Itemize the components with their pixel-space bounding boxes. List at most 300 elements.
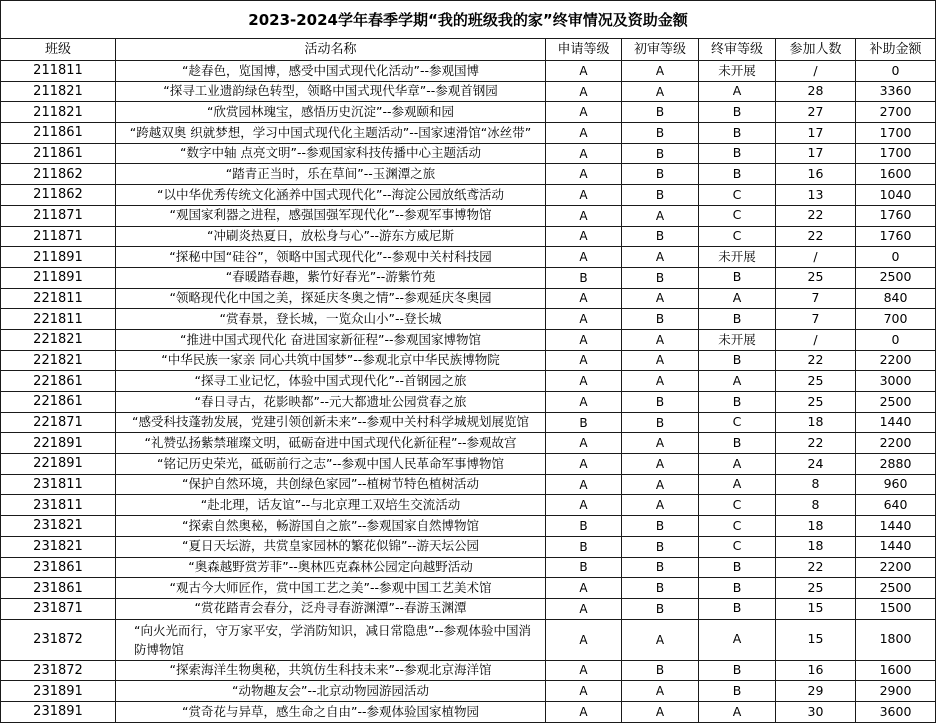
initial-grade-cell bbox=[622, 123, 699, 144]
apply-grade-cell bbox=[546, 123, 622, 144]
initial-grade-cell bbox=[622, 681, 699, 702]
subsidy-cell bbox=[856, 495, 936, 516]
participants-cell-text: 13 bbox=[807, 186, 824, 202]
table-row bbox=[1, 454, 936, 475]
participants-cell-text: 27 bbox=[807, 103, 824, 119]
class-cell-text: 231861 bbox=[33, 559, 83, 575]
class-cell bbox=[1, 413, 116, 434]
final-grade-cell bbox=[699, 681, 776, 702]
final-grade-cell bbox=[699, 144, 776, 165]
participants-cell-text: 18 bbox=[807, 538, 824, 554]
class-cell-text: 211891 bbox=[33, 270, 83, 286]
class-cell bbox=[1, 102, 116, 123]
class-cell-text: 221871 bbox=[33, 415, 83, 431]
participants-cell bbox=[776, 558, 856, 579]
table-title-text: 2023-2024学年春季学期“我的班级我的家”终审情况及资助金额 bbox=[248, 11, 688, 29]
apply-grade-cell-text: A bbox=[579, 684, 588, 699]
class-cell bbox=[1, 516, 116, 537]
apply-grade-cell bbox=[546, 206, 622, 227]
table-row bbox=[1, 289, 936, 310]
apply-grade-cell bbox=[546, 661, 622, 682]
apply-grade-cell bbox=[546, 144, 622, 165]
initial-grade-cell-text: B bbox=[655, 312, 665, 327]
activity-cell bbox=[116, 681, 546, 702]
apply-grade-cell-text: B bbox=[579, 270, 588, 285]
final-grade-cell-text: A bbox=[732, 290, 742, 306]
initial-grade-cell bbox=[622, 454, 699, 475]
participants-cell-text: / bbox=[813, 248, 818, 264]
class-cell bbox=[1, 185, 116, 206]
participants-cell-text: 28 bbox=[807, 83, 824, 99]
subsidy-cell-text: 2700 bbox=[879, 103, 912, 119]
initial-grade-cell-text: B bbox=[655, 560, 665, 575]
subsidy-cell bbox=[856, 309, 936, 330]
activity-cell-text: “探寻工业记忆，体验中国式现代化”--首钢园之旅 bbox=[194, 372, 467, 388]
apply-grade-cell-text: A bbox=[579, 663, 588, 678]
activity-cell bbox=[116, 164, 546, 185]
participants-cell bbox=[776, 268, 856, 289]
subsidy-cell bbox=[856, 661, 936, 682]
participants-cell-text: 7 bbox=[811, 310, 820, 326]
participants-cell bbox=[776, 227, 856, 248]
final-grade-cell bbox=[699, 123, 776, 144]
apply-grade-cell bbox=[546, 309, 622, 330]
activity-cell-text: “赏奇花与异草，感生命之自由”--参观体验国家植物园 bbox=[182, 703, 479, 719]
class-cell bbox=[1, 206, 116, 227]
activity-cell-text: “感受科技蓬勃发展，党建引领创新未来”--参观中关村科学城规划展览馆 bbox=[132, 414, 529, 430]
activity-cell bbox=[116, 82, 546, 103]
activity-cell bbox=[116, 661, 546, 682]
initial-grade-cell bbox=[622, 247, 699, 268]
table-row bbox=[1, 61, 936, 82]
apply-grade-cell bbox=[546, 289, 622, 310]
activity-cell-text: “数字中轴 点亮文明”--参观国家科技传播中心主题活动 bbox=[180, 145, 481, 161]
subsidy-cell bbox=[856, 330, 936, 351]
apply-grade-cell bbox=[546, 454, 622, 475]
final-grade-cell bbox=[699, 102, 776, 123]
table-row bbox=[1, 537, 936, 558]
apply-grade-cell bbox=[546, 268, 622, 289]
table-row bbox=[1, 392, 936, 413]
subsidy-cell-text: 1040 bbox=[879, 186, 912, 202]
class-cell bbox=[1, 82, 116, 103]
initial-grade-cell-text: A bbox=[655, 353, 665, 368]
apply-grade-cell bbox=[546, 371, 622, 392]
activity-cell bbox=[116, 227, 546, 248]
final-grade-cell-text: A bbox=[732, 476, 742, 492]
header-participants-text: 参加人数 bbox=[789, 42, 842, 57]
subsidy-cell bbox=[856, 82, 936, 103]
initial-grade-cell bbox=[622, 330, 699, 351]
class-cell bbox=[1, 351, 116, 372]
activity-cell bbox=[116, 433, 546, 454]
subsidy-cell bbox=[856, 268, 936, 289]
apply-grade-cell-text: A bbox=[579, 704, 588, 719]
initial-grade-cell bbox=[622, 620, 699, 661]
apply-grade-cell bbox=[546, 681, 622, 702]
header-initial-grade-text: 初审等级 bbox=[633, 42, 686, 57]
apply-grade-cell-text: A bbox=[579, 63, 588, 78]
initial-grade-cell bbox=[622, 413, 699, 434]
initial-grade-cell-text: B bbox=[655, 415, 665, 430]
subsidy-cell-text: 960 bbox=[883, 476, 908, 492]
subsidy-cell-text: 3000 bbox=[879, 372, 912, 388]
apply-grade-cell bbox=[546, 61, 622, 82]
class-cell bbox=[1, 289, 116, 310]
participants-cell bbox=[776, 578, 856, 599]
apply-grade-cell-text: A bbox=[579, 436, 588, 451]
class-cell-text: 231891 bbox=[33, 704, 83, 720]
class-cell bbox=[1, 123, 116, 144]
class-cell bbox=[1, 268, 116, 289]
initial-grade-cell bbox=[622, 475, 699, 496]
initial-grade-cell-text: B bbox=[655, 581, 665, 596]
initial-grade-cell-text: A bbox=[655, 477, 665, 492]
final-grade-cell bbox=[699, 247, 776, 268]
table-row bbox=[1, 268, 936, 289]
activity-cell-text: “春日寻古，花影映都”--元大都遗址公园赏春之旅 bbox=[194, 393, 467, 409]
participants-cell-text: 22 bbox=[807, 228, 824, 244]
apply-grade-cell-text: A bbox=[579, 84, 588, 99]
participants-cell-text: 18 bbox=[807, 414, 824, 430]
initial-grade-cell bbox=[622, 185, 699, 206]
participants-cell bbox=[776, 144, 856, 165]
final-grade-cell-text: C bbox=[732, 497, 742, 513]
class-cell-text: 211861 bbox=[33, 146, 83, 162]
initial-grade-cell-text: B bbox=[655, 270, 665, 285]
activity-cell-text: “以中华优秀传统文化涵养中国式现代化”--海淀公园放纸鸢活动 bbox=[157, 186, 504, 202]
apply-grade-cell bbox=[546, 247, 622, 268]
final-grade-cell bbox=[699, 61, 776, 82]
participants-cell bbox=[776, 82, 856, 103]
activity-cell-text: “趁春色，览国博，感受中国式现代化活动”--参观国博 bbox=[182, 62, 479, 78]
subsidy-cell bbox=[856, 599, 936, 620]
apply-grade-cell bbox=[546, 475, 622, 496]
initial-grade-cell-text: A bbox=[655, 208, 665, 223]
subsidy-cell bbox=[856, 144, 936, 165]
final-grade-cell-text: B bbox=[732, 352, 742, 368]
activity-cell-text: “探秘中国“硅谷”，领略中国式现代化”--参观中关村科技园 bbox=[169, 248, 492, 264]
apply-grade-cell-text: A bbox=[579, 105, 588, 120]
initial-grade-cell bbox=[622, 495, 699, 516]
class-cell-text: 231821 bbox=[33, 518, 83, 534]
final-grade-cell-text: A bbox=[732, 703, 742, 719]
subsidy-cell-text: 640 bbox=[883, 497, 908, 513]
participants-cell-text: 25 bbox=[807, 579, 824, 595]
class-cell-text: 221891 bbox=[33, 456, 83, 472]
header-initial-grade bbox=[622, 39, 699, 61]
initial-grade-cell-text: B bbox=[655, 167, 665, 182]
activity-cell-text: “踏青正当时，乐在草间”--玉渊潭之旅 bbox=[225, 166, 436, 182]
class-cell-text: 211861 bbox=[33, 125, 83, 141]
final-grade-cell-text: C bbox=[732, 207, 742, 223]
activity-cell bbox=[116, 247, 546, 268]
subsidy-cell bbox=[856, 289, 936, 310]
apply-grade-cell bbox=[546, 495, 622, 516]
header-subsidy-text: 补助金额 bbox=[869, 42, 922, 57]
subsidy-cell-text: 2880 bbox=[879, 455, 912, 471]
subsidy-cell-text: 2500 bbox=[879, 269, 912, 285]
apply-grade-cell-text: A bbox=[579, 167, 588, 182]
activity-cell-text: “中华民族一家亲 同心共筑中国梦”--参观北京中华民族博物院 bbox=[161, 352, 500, 368]
apply-grade-cell bbox=[546, 351, 622, 372]
initial-grade-cell-text: A bbox=[655, 374, 665, 389]
participants-cell bbox=[776, 702, 856, 723]
table-row bbox=[1, 558, 936, 579]
subsidy-cell bbox=[856, 61, 936, 82]
participants-cell-text: 16 bbox=[807, 662, 824, 678]
header-class bbox=[1, 39, 116, 61]
class-cell-text: 211811 bbox=[33, 63, 83, 79]
apply-grade-cell bbox=[546, 82, 622, 103]
initial-grade-cell-text: A bbox=[655, 632, 665, 647]
initial-grade-cell-text: A bbox=[655, 250, 665, 265]
activity-cell-text: “赏花踏青会春分，泛舟寻春游渊潭”--春游玉渊潭 bbox=[194, 600, 467, 616]
apply-grade-cell-text: A bbox=[579, 332, 588, 347]
header-activity-text: 活动名称 bbox=[304, 42, 357, 57]
subsidy-cell bbox=[856, 454, 936, 475]
participants-cell bbox=[776, 537, 856, 558]
apply-grade-cell bbox=[546, 164, 622, 185]
apply-grade-cell-text: A bbox=[579, 581, 588, 596]
participants-cell-text: 29 bbox=[807, 682, 824, 698]
initial-grade-cell-text: B bbox=[655, 125, 665, 140]
subsidy-cell bbox=[856, 516, 936, 537]
participants-cell-text: / bbox=[813, 62, 818, 78]
activity-cell-text: “推进中国式现代化 奋进国家新征程”--参观国家博物馆 bbox=[180, 331, 481, 347]
subsidy-cell bbox=[856, 578, 936, 599]
subsidy-cell bbox=[856, 185, 936, 206]
apply-grade-cell-text: B bbox=[579, 539, 588, 554]
subsidy-cell bbox=[856, 681, 936, 702]
table-row bbox=[1, 413, 936, 434]
activity-cell bbox=[116, 268, 546, 289]
apply-grade-cell-text: B bbox=[579, 415, 588, 430]
final-grade-cell bbox=[699, 82, 776, 103]
apply-grade-cell bbox=[546, 537, 622, 558]
subsidy-cell-text: 840 bbox=[883, 290, 908, 306]
subsidy-cell-text: 700 bbox=[883, 310, 908, 326]
apply-grade-cell-text: A bbox=[579, 250, 588, 265]
initial-grade-cell-text: B bbox=[655, 146, 665, 161]
table-row bbox=[1, 351, 936, 372]
initial-grade-cell-text: B bbox=[655, 539, 665, 554]
class-cell-text: 211821 bbox=[33, 84, 83, 100]
subsidy-cell-text: 0 bbox=[891, 248, 900, 264]
subsidy-cell bbox=[856, 392, 936, 413]
participants-cell-text: 17 bbox=[807, 145, 824, 161]
apply-grade-cell-text: A bbox=[579, 456, 588, 471]
class-cell bbox=[1, 144, 116, 165]
initial-grade-cell bbox=[622, 661, 699, 682]
participants-cell bbox=[776, 309, 856, 330]
subsidy-cell-text: 2900 bbox=[879, 682, 912, 698]
initial-grade-cell-text: A bbox=[655, 684, 665, 699]
apply-grade-cell-text: B bbox=[579, 518, 588, 533]
initial-grade-cell bbox=[622, 599, 699, 620]
class-cell bbox=[1, 599, 116, 620]
activity-cell-text: “保护自然环境，共创绿色家园”--植树节特色植树活动 bbox=[182, 476, 479, 492]
activity-cell-text: “奥森越野赏芳菲”--奥林匹克森林公园定向越野活动 bbox=[188, 559, 473, 575]
subsidy-cell-text: 2200 bbox=[879, 559, 912, 575]
subsidy-cell-text: 3600 bbox=[879, 703, 912, 719]
table-row bbox=[1, 227, 936, 248]
initial-grade-cell bbox=[622, 516, 699, 537]
activity-cell bbox=[116, 537, 546, 558]
participants-cell bbox=[776, 247, 856, 268]
apply-grade-cell-text: B bbox=[579, 560, 588, 575]
final-grade-cell-text: C bbox=[732, 414, 742, 430]
activity-cell bbox=[116, 330, 546, 351]
subsidy-cell bbox=[856, 475, 936, 496]
table-row bbox=[1, 330, 936, 351]
subsidy-cell bbox=[856, 123, 936, 144]
participants-cell bbox=[776, 599, 856, 620]
final-grade-cell-text: C bbox=[732, 517, 742, 533]
activity-cell-text: “欣赏园林瑰宝，感悟历史沉淀”--参观颐和园 bbox=[207, 103, 454, 119]
class-cell bbox=[1, 661, 116, 682]
class-cell-text: 221821 bbox=[33, 332, 83, 348]
apply-grade-cell-text: A bbox=[579, 374, 588, 389]
initial-grade-cell-text: A bbox=[655, 436, 665, 451]
class-cell-text: 231811 bbox=[33, 477, 83, 493]
final-grade-cell-text: C bbox=[732, 538, 742, 554]
final-grade-cell-text: B bbox=[732, 559, 742, 575]
subsidy-cell bbox=[856, 537, 936, 558]
activity-cell-text: “动物趣友会”--北京动物园游园活动 bbox=[232, 682, 429, 698]
participants-cell bbox=[776, 351, 856, 372]
table-row bbox=[1, 702, 936, 723]
participants-cell-text: 17 bbox=[807, 124, 824, 140]
class-cell bbox=[1, 558, 116, 579]
final-grade-cell bbox=[699, 578, 776, 599]
final-grade-cell bbox=[699, 475, 776, 496]
apply-grade-cell-text: A bbox=[579, 394, 588, 409]
participants-cell bbox=[776, 185, 856, 206]
initial-grade-cell-text: A bbox=[655, 456, 665, 471]
participants-cell-text: 25 bbox=[807, 393, 824, 409]
apply-grade-cell-text: A bbox=[579, 498, 588, 513]
activity-cell bbox=[116, 371, 546, 392]
subsidy-cell-text: 1440 bbox=[879, 517, 912, 533]
final-grade-cell bbox=[699, 309, 776, 330]
initial-grade-cell-text: A bbox=[655, 84, 665, 99]
final-grade-cell bbox=[699, 371, 776, 392]
participants-cell-text: / bbox=[813, 331, 818, 347]
initial-grade-cell bbox=[622, 82, 699, 103]
table-row bbox=[1, 185, 936, 206]
activity-cell bbox=[116, 61, 546, 82]
activity-cell bbox=[116, 309, 546, 330]
activity-cell bbox=[116, 516, 546, 537]
activity-cell-text: “探寻工业遗韵绿色转型，领略中国式现代华章”--参观首钢园 bbox=[163, 83, 498, 99]
header-class-text: 班级 bbox=[44, 42, 71, 57]
class-cell-text: 211862 bbox=[33, 187, 83, 203]
participants-cell bbox=[776, 433, 856, 454]
subsidy-cell-text: 2500 bbox=[879, 393, 912, 409]
final-grade-cell bbox=[699, 599, 776, 620]
subsidy-cell bbox=[856, 371, 936, 392]
activity-cell-text: “铭记历史荣光，砥砺前行之志”--参观中国人民革命军事博物馆 bbox=[157, 455, 504, 471]
apply-grade-cell-text: A bbox=[579, 291, 588, 306]
participants-cell-text: 18 bbox=[807, 517, 824, 533]
header-final-grade bbox=[699, 39, 776, 61]
final-grade-cell-text: C bbox=[732, 228, 742, 244]
activity-cell bbox=[116, 185, 546, 206]
table-row bbox=[1, 144, 936, 165]
table-row bbox=[1, 123, 936, 144]
table-row bbox=[1, 206, 936, 227]
table-row bbox=[1, 82, 936, 103]
subsidy-cell-text: 3360 bbox=[879, 83, 912, 99]
final-grade-cell bbox=[699, 392, 776, 413]
class-cell bbox=[1, 247, 116, 268]
subsidy-cell-text: 1440 bbox=[879, 538, 912, 554]
subsidy-cell bbox=[856, 558, 936, 579]
apply-grade-cell-text: A bbox=[579, 229, 588, 244]
activity-cell-text: “探索自然奥秘，畅游国自之旅”--参观国家自然博物馆 bbox=[182, 517, 479, 533]
class-cell bbox=[1, 392, 116, 413]
participants-cell-text: 25 bbox=[807, 269, 824, 285]
subsidy-cell bbox=[856, 702, 936, 723]
class-cell-text: 211891 bbox=[33, 249, 83, 265]
apply-grade-cell bbox=[546, 578, 622, 599]
initial-grade-cell-text: A bbox=[655, 332, 665, 347]
activity-cell bbox=[116, 289, 546, 310]
class-cell bbox=[1, 578, 116, 599]
participants-cell bbox=[776, 289, 856, 310]
participants-cell bbox=[776, 620, 856, 661]
final-grade-cell bbox=[699, 164, 776, 185]
initial-grade-cell bbox=[622, 433, 699, 454]
final-grade-cell bbox=[699, 702, 776, 723]
initial-grade-cell bbox=[622, 102, 699, 123]
subsidy-cell bbox=[856, 102, 936, 123]
activity-cell bbox=[116, 102, 546, 123]
subsidy-cell-text: 2200 bbox=[879, 434, 912, 450]
final-grade-cell bbox=[699, 413, 776, 434]
subsidy-cell bbox=[856, 413, 936, 434]
apply-grade-cell bbox=[546, 558, 622, 579]
activity-cell-text: “冲刷炎热夏日，放松身与心”--游东方威尼斯 bbox=[207, 228, 454, 244]
participants-cell-text: 22 bbox=[807, 559, 824, 575]
subsidy-cell-text: 1700 bbox=[879, 145, 912, 161]
initial-grade-cell-text: B bbox=[655, 601, 665, 616]
final-grade-cell-text: A bbox=[732, 455, 742, 471]
class-cell-text: 231861 bbox=[33, 580, 83, 596]
activity-cell-text: “向火光而行，守万家平安，学消防知识，减日常隐患”--参观体验中国消防博物馆 bbox=[134, 622, 531, 657]
apply-grade-cell-text: A bbox=[579, 125, 588, 140]
subsidy-cell-text: 0 bbox=[891, 331, 900, 347]
final-grade-cell-text: B bbox=[732, 166, 742, 182]
final-grade-cell-text: 未开展 bbox=[718, 331, 756, 347]
activity-cell bbox=[116, 599, 546, 620]
table-row bbox=[1, 681, 936, 702]
class-cell bbox=[1, 371, 116, 392]
class-cell-text: 211821 bbox=[33, 104, 83, 120]
final-grade-cell-text: A bbox=[732, 83, 742, 99]
activity-cell-text: “春暖踏春趣，紫竹好春光”--游紫竹苑 bbox=[225, 269, 436, 285]
final-grade-cell bbox=[699, 661, 776, 682]
subsidy-cell-text: 1760 bbox=[879, 207, 912, 223]
subsidy-cell bbox=[856, 351, 936, 372]
participants-cell bbox=[776, 413, 856, 434]
apply-grade-cell-text: A bbox=[579, 632, 588, 647]
class-cell-text: 231871 bbox=[33, 601, 83, 617]
participants-cell bbox=[776, 206, 856, 227]
participants-cell-text: 22 bbox=[807, 434, 824, 450]
initial-grade-cell-text: B bbox=[655, 518, 665, 533]
